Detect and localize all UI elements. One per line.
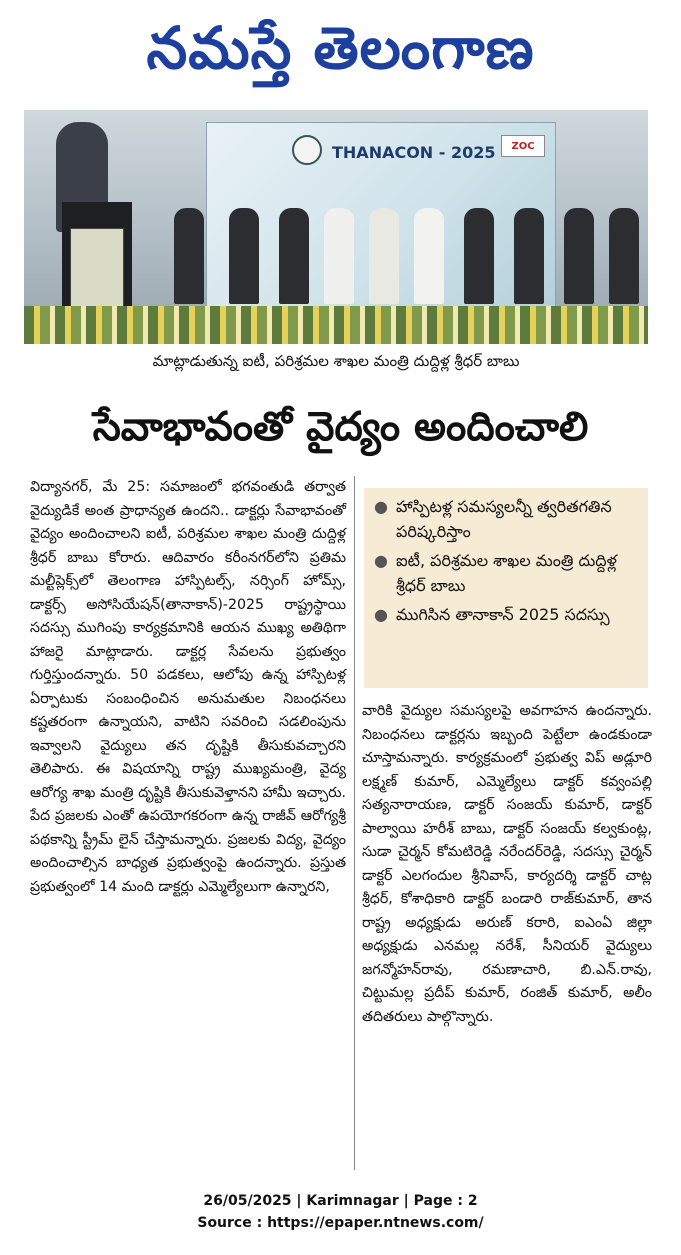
guest-figure [369,208,399,304]
guest-figure [414,208,444,304]
footer-date-line: 26/05/2025 | Karimnagar | Page : 2 [203,1193,478,1209]
article-body-left: విద్యానగర్, మే 25: సమాజంలో భగవంతుడి తర్వాత వైద్యుడికే అంత ప్రాధాన్యత ఉందని.. డాక్టర్లు సేవాభావంతో వైద్యం అందించాలని ఐటీ, పరిశ్రమల శాఖల మంత్రి దుద్దిళ్ల శ్రీధర్ బాబు కోరారు. ఆదివారం కరీంనగర్‌లోని ప్రతిమ మల్టీప్లెక్స్‌లో తెలంగాణ హాస్పిటల్స్, నర్సింగ్ హోమ్స్, డాక్టర్స్ అసోసియేషన్(తానాకాన్)-2025 రాష్ట్రస్థాయి సదస్సు ముగింపు కార్యక్రమానికి ఆయన ముఖ్య అతిథిగా హాజరై మాట్లాడారు. డాక్టర్ల సేవలను ప్రభుత్వం గుర్తిస్తుందన్నారు. 50 పడకలు, ఆలోపు ఉన్న హాస్పిటళ్ల ఏర్పాటుకు సంబంధించిన అనుమతుల నిబంధనలు కష్టతరంగా ఉన్నాయని, వాటిని సవరించి సడలింపును ఇవ్వాలని వైద్యులు తన దృష్టికి తీసుకువచ్చారని తెలిపారు. ఈ విషయాన్ని రాష్ట్ర ముఖ్యమంత్రి, వైద్య ఆరోగ్య శాఖ మంత్రి దృష్టికి తీసుకువెళ్తానని హామీ ఇచ్చారు. పేద ప్రజలకు ఎంతో ఉపయోగకరంగా ఉన్న రాజీవ్ ఆరోగ్యశ్రీ పథకాన్ని స్ట్రీమ్ లైన్ చేస్తామన్నారు. ప్రజలకు విద్య, వైద్యం అందించాల్సిన బాధ్యత ప్రభుత్వంపై ఉందన్నారు. ప్రస్తుత ప్రభుత్వంలో 14 మంది డాక్టర్లు ఎమ్మెల్యేలుగా ఉన్నారని, [30,476,355,1170]
guest-figure [564,208,594,304]
highlights-box [364,488,648,688]
highlight-text: ఐటీ, పరిశ్రమల శాఖల మంత్రి దుద్దిళ్ల శ్రీధర్ బాబు [396,551,617,595]
association-logo-icon [292,135,322,165]
highlight-item [372,602,638,627]
guest-figure [514,208,544,304]
highlight-text: హాస్పిటళ్ల సమస్యలన్నీ త్వరితగతిన పరిష్కరిస్తాం [396,497,612,541]
guest-figure [324,208,354,304]
highlight-text: ముగిసిన తానాకాన్ 2025 సదస్సు [396,605,610,624]
bullet-icon: ● [374,497,388,516]
footer-source-line[interactable]: Source : https://epaper.ntnews.com/ [197,1215,484,1231]
highlight-item [372,548,638,598]
guest-figure [174,208,204,304]
guest-figure [609,208,639,304]
guest-figure [229,208,259,304]
photo-caption: మాట్లాడుతున్న ఐటీ, పరిశ్రమల శాఖల మంత్రి దుద్దిళ్ల శ్రీధర్ బాబు [152,352,520,370]
bullet-icon: ● [374,551,388,570]
guest-figure [279,208,309,304]
article-body-right: వారికి వైద్యుల సమస్యలపై అవగాహన ఉందన్నారు. నిబంధనలు డాక్టర్లను ఇబ్బంది పెట్టేలా ఉండకుండా చూస్తామన్నారు. కార్యక్రమంలో ప్రభుత్వ విప్ అడ్లూరి లక్ష్మణ్ కుమార్, ఎమ్మెల్యేలు డాక్టర్ కవ్వంపల్లి సత్యనారాయణ, డాక్టర్ సంజయ్ కుమార్, డాక్టర్ పాల్వాయి హరీశ్ బాబు, డాక్టర్ సంజయ్ కల్వకుంట్ల, సుడా చైర్మన్ కోమటిరెడ్డి నరేందర్‌రెడ్డి, సదస్సు చైర్మన్ డాక్టర్ ఎలగందుల శ్రీనివాస్, కార్యదర్శి డాక్టర్ చాట్ల శ్రీధర్, కోశాధికారి డాక్టర్ బండారి రాజ్‌కుమార్, తాన రాష్ట్ర అధ్యక్షుడు అరుణ్ కరారి, ఐఎంఏ జిల్లా అధ్యక్షుడు ఎనమల్ల నరేశ్, సీనియర్ వైద్యులు జగన్మోహన్‌రావు, రమణాచారి, బి.ఎన్.రావు, చిట్టుమల్ల ప్రదీప్ కుమార్, రంజిత్ కుమార్, అలీం తదితరులు పాల్గొన్నారు. [362,703,652,1025]
event-photo [24,110,648,344]
screen-title: THANACON - 2025 [332,143,496,162]
flower-decoration [24,306,648,344]
highlight-item [372,494,638,544]
bullet-icon: ● [374,605,388,624]
sponsor-badge: ZOC [501,135,545,157]
guest-figure [464,208,494,304]
newspaper-masthead: నమస్తే తెలంగాణ [146,14,535,82]
article-headline: సేవాభావంతో వైద్యం అందించాలి [92,404,589,450]
